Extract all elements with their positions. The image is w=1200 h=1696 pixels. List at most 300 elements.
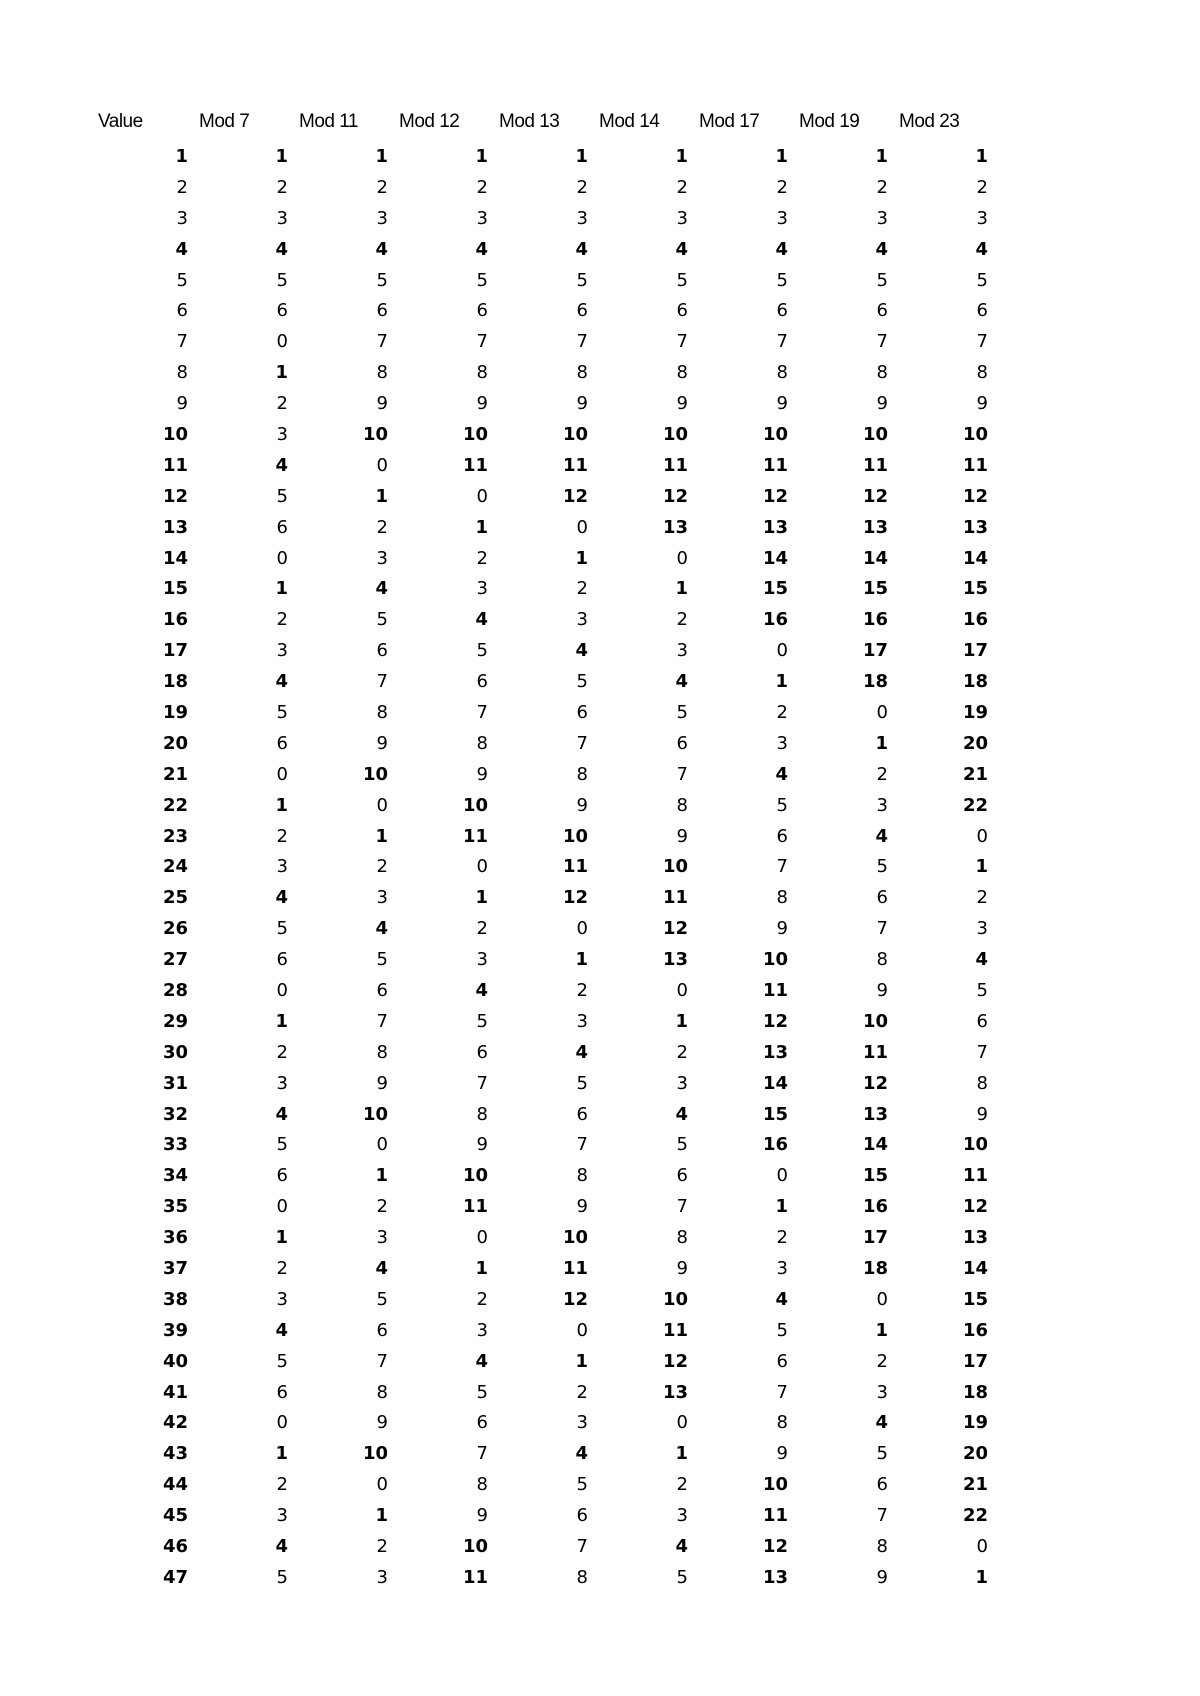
- cell-mod-23: 15: [962, 1288, 988, 1310]
- cell-mod-12: 8: [476, 1474, 488, 1496]
- table-row: [98, 234, 998, 265]
- cell-mod-7: 6: [276, 516, 288, 538]
- cell-mod-14: 5: [676, 1134, 688, 1156]
- cell-value: 30: [162, 1041, 188, 1063]
- cell-mod-19: 0: [876, 701, 888, 723]
- header-mod-12: Mod 12: [399, 111, 460, 132]
- cell-mod-17: 7: [776, 856, 788, 878]
- cell-mod-23: 16: [962, 609, 988, 631]
- cell-mod-14: 9: [676, 1258, 688, 1279]
- cell-mod-19: 5: [876, 1443, 888, 1465]
- cell-mod-13: 6: [576, 1103, 588, 1125]
- cell-mod-12: 3: [476, 1319, 488, 1341]
- cell-mod-12: 11: [462, 825, 488, 847]
- cell-mod-12: 1: [475, 516, 488, 538]
- cell-mod-11: 4: [375, 578, 388, 600]
- cell-mod-17: 10: [762, 1474, 788, 1496]
- table-row: [98, 728, 998, 759]
- cell-mod-7: 0: [276, 1196, 288, 1218]
- table-row: [98, 481, 998, 512]
- table-row: [98, 1068, 998, 1099]
- cell-mod-23: 21: [962, 1474, 988, 1496]
- cell-mod-11: 5: [376, 1288, 388, 1310]
- cell-mod-17: 10: [762, 423, 788, 445]
- cell-mod-11: 2: [376, 176, 388, 198]
- table-row: [98, 1315, 998, 1346]
- cell-mod-23: 14: [962, 547, 988, 569]
- cell-mod-19: 7: [876, 918, 888, 940]
- table-row: [98, 913, 998, 944]
- cell-mod-23: 16: [962, 1319, 988, 1341]
- cell-mod-11: 3: [376, 207, 388, 229]
- cell-mod-17: 9: [776, 393, 788, 415]
- cell-mod-19: 0: [876, 1288, 888, 1310]
- cell-mod-14: 10: [662, 1288, 688, 1310]
- cell-mod-13: 9: [576, 1196, 588, 1218]
- cell-value: 7: [176, 331, 188, 353]
- cell-mod-23: 11: [962, 1165, 988, 1187]
- table-row: [98, 790, 998, 821]
- cell-mod-12: 4: [475, 979, 488, 1001]
- cell-mod-17: 8: [776, 1412, 788, 1434]
- cell-mod-23: 6: [976, 1010, 988, 1032]
- cell-mod-17: 5: [776, 269, 788, 291]
- cell-value: 25: [162, 887, 188, 909]
- cell-mod-19: 7: [876, 331, 888, 353]
- cell-value: 5: [176, 269, 188, 291]
- cell-mod-7: 2: [276, 176, 288, 198]
- cell-mod-17: 6: [776, 825, 788, 847]
- cell-mod-19: 16: [862, 1196, 888, 1218]
- cell-mod-23: 0: [976, 825, 988, 847]
- cell-mod-17: 9: [776, 1443, 788, 1465]
- cell-mod-23: 15: [962, 578, 988, 600]
- cell-mod-23: 12: [962, 1196, 988, 1218]
- cell-mod-14: 0: [676, 1412, 688, 1434]
- cell-mod-13: 1: [575, 547, 588, 569]
- cell-mod-13: 12: [562, 887, 588, 909]
- cell-mod-7: 0: [276, 547, 288, 569]
- cell-mod-13: 1: [575, 949, 588, 971]
- cell-mod-23: 5: [976, 979, 988, 1001]
- cell-mod-7: 5: [276, 918, 288, 940]
- cell-mod-23: 3: [976, 918, 988, 940]
- table-row: [98, 1377, 998, 1408]
- cell-mod-17: 0: [776, 1165, 788, 1187]
- cell-mod-7: 1: [275, 1443, 288, 1465]
- table-row: [98, 265, 998, 296]
- cell-mod-14: 8: [676, 1227, 688, 1249]
- cell-mod-13: 1: [575, 1350, 588, 1372]
- cell-mod-12: 4: [475, 609, 488, 631]
- cell-mod-17: 0: [776, 640, 788, 662]
- cell-mod-12: 7: [476, 701, 488, 723]
- cell-mod-17: 2: [776, 1227, 788, 1249]
- header-mod-13: Mod 13: [499, 111, 560, 132]
- cell-mod-23: 6: [976, 300, 988, 322]
- cell-mod-13: 0: [576, 1319, 588, 1341]
- cell-mod-12: 10: [462, 1165, 488, 1187]
- cell-mod-14: 1: [675, 578, 688, 600]
- table-row: [98, 759, 998, 790]
- cell-mod-7: 6: [276, 1381, 288, 1403]
- cell-mod-19: 4: [875, 825, 888, 847]
- cell-mod-11: 7: [376, 1350, 388, 1372]
- cell-value: 3: [176, 207, 188, 229]
- cell-value: 13: [162, 516, 188, 538]
- cell-mod-23: 3: [976, 207, 988, 229]
- cell-value: 27: [162, 949, 188, 971]
- cell-mod-11: 8: [376, 1381, 388, 1403]
- header-row: [98, 111, 998, 141]
- header-mod-11: Mod 11: [299, 111, 358, 132]
- table-row: [98, 1037, 998, 1068]
- cell-mod-13: 9: [576, 794, 588, 816]
- table-row: [98, 1160, 998, 1191]
- cell-mod-7: 4: [275, 1536, 288, 1558]
- cell-mod-11: 2: [376, 856, 388, 878]
- cell-mod-12: 0: [476, 485, 488, 507]
- table-row: [98, 357, 998, 388]
- cell-mod-12: 5: [476, 269, 488, 291]
- cell-mod-11: 2: [376, 1536, 388, 1558]
- cell-mod-19: 2: [876, 1350, 888, 1372]
- header-mod-19: Mod 19: [799, 111, 860, 132]
- table-row: [98, 1346, 998, 1377]
- cell-mod-14: 3: [676, 1505, 688, 1527]
- cell-mod-23: 2: [976, 176, 988, 198]
- cell-mod-12: 9: [476, 1134, 488, 1156]
- table-row: [98, 573, 998, 604]
- cell-mod-17: 16: [762, 609, 788, 631]
- cell-mod-11: 8: [376, 701, 388, 723]
- cell-mod-17: 2: [776, 701, 788, 723]
- cell-mod-14: 1: [675, 1010, 688, 1032]
- cell-mod-19: 14: [862, 547, 888, 569]
- cell-mod-12: 1: [475, 145, 488, 167]
- cell-mod-14: 3: [676, 207, 688, 229]
- cell-mod-19: 7: [876, 1505, 888, 1527]
- cell-mod-19: 3: [876, 1381, 888, 1403]
- cell-mod-7: 3: [276, 1505, 288, 1527]
- cell-mod-23: 1: [975, 856, 988, 878]
- cell-mod-11: 6: [376, 979, 388, 1001]
- cell-mod-11: 1: [375, 825, 388, 847]
- cell-mod-13: 7: [576, 1536, 588, 1558]
- cell-mod-14: 13: [662, 516, 688, 538]
- cell-mod-11: 7: [376, 1010, 388, 1032]
- cell-mod-12: 8: [476, 732, 488, 754]
- cell-mod-19: 11: [862, 454, 888, 476]
- cell-value: 32: [162, 1103, 188, 1125]
- cell-mod-13: 9: [576, 393, 588, 415]
- cell-mod-7: 1: [275, 578, 288, 600]
- cell-mod-19: 10: [862, 1010, 888, 1032]
- cell-mod-23: 20: [962, 1443, 988, 1465]
- cell-mod-23: 10: [962, 423, 988, 445]
- cell-mod-13: 4: [575, 238, 588, 260]
- cell-value: 12: [162, 485, 188, 507]
- cell-mod-23: 9: [976, 1103, 988, 1125]
- cell-mod-11: 3: [376, 1227, 388, 1249]
- cell-mod-17: 5: [776, 1319, 788, 1341]
- cell-mod-19: 9: [876, 979, 888, 1001]
- cell-mod-14: 5: [676, 701, 688, 723]
- cell-mod-19: 12: [862, 1072, 888, 1094]
- cell-mod-14: 11: [662, 454, 688, 476]
- cell-value: 36: [162, 1227, 188, 1249]
- cell-mod-19: 18: [862, 1258, 888, 1279]
- cell-mod-13: 7: [576, 331, 588, 353]
- cell-mod-17: 4: [775, 238, 788, 260]
- cell-mod-17: 4: [775, 1288, 788, 1310]
- table-row: [98, 1438, 998, 1469]
- cell-mod-11: 10: [362, 423, 388, 445]
- cell-mod-14: 13: [662, 949, 688, 971]
- cell-value: 46: [162, 1536, 188, 1558]
- cell-value: 33: [162, 1134, 188, 1156]
- cell-mod-12: 10: [462, 794, 488, 816]
- cell-value: 34: [162, 1165, 188, 1187]
- table-row: [98, 388, 998, 419]
- cell-mod-12: 5: [476, 1010, 488, 1032]
- cell-mod-11: 4: [375, 1258, 388, 1279]
- table-row: [98, 697, 998, 728]
- cell-mod-23: 20: [962, 732, 988, 754]
- cell-value: 42: [162, 1412, 188, 1434]
- cell-mod-17: 4: [775, 763, 788, 785]
- cell-value: 24: [162, 856, 188, 878]
- cell-value: 38: [162, 1288, 188, 1310]
- header-mod-14: Mod 14: [599, 111, 660, 132]
- cell-mod-7: 1: [275, 1227, 288, 1249]
- cell-mod-14: 8: [676, 794, 688, 816]
- modulo-table: [98, 111, 998, 1593]
- cell-mod-7: 6: [276, 1165, 288, 1187]
- cell-mod-11: 10: [362, 763, 388, 785]
- header-mod-7: Mod 7: [199, 111, 250, 132]
- cell-mod-17: 3: [776, 732, 788, 754]
- cell-mod-23: 22: [962, 1505, 988, 1527]
- cell-mod-17: 15: [762, 578, 788, 600]
- table-body: [98, 141, 998, 1593]
- cell-mod-19: 10: [862, 423, 888, 445]
- cell-mod-14: 2: [676, 176, 688, 198]
- cell-mod-13: 10: [562, 825, 588, 847]
- cell-mod-12: 8: [476, 362, 488, 384]
- cell-value: 28: [162, 979, 188, 1001]
- cell-mod-19: 1: [875, 145, 888, 167]
- cell-mod-14: 8: [676, 362, 688, 384]
- cell-mod-23: 4: [975, 238, 988, 260]
- cell-mod-11: 2: [376, 516, 388, 538]
- cell-mod-19: 2: [876, 763, 888, 785]
- cell-mod-14: 12: [662, 918, 688, 940]
- cell-mod-23: 1: [975, 1566, 988, 1588]
- cell-value: 22: [162, 794, 188, 816]
- cell-mod-14: 4: [675, 671, 688, 693]
- cell-mod-12: 9: [476, 393, 488, 415]
- cell-mod-14: 2: [676, 609, 688, 631]
- cell-mod-7: 3: [276, 856, 288, 878]
- cell-mod-7: 2: [276, 825, 288, 847]
- cell-mod-7: 5: [276, 1566, 288, 1588]
- cell-mod-11: 1: [375, 1505, 388, 1527]
- cell-mod-14: 4: [675, 1103, 688, 1125]
- cell-mod-13: 6: [576, 300, 588, 322]
- cell-mod-19: 6: [876, 300, 888, 322]
- cell-mod-23: 13: [962, 516, 988, 538]
- cell-mod-14: 11: [662, 1319, 688, 1341]
- cell-value: 23: [162, 825, 188, 847]
- table-row: [98, 326, 998, 357]
- cell-mod-23: 8: [976, 1072, 988, 1094]
- cell-mod-12: 3: [476, 949, 488, 971]
- cell-mod-19: 9: [876, 1566, 888, 1588]
- cell-mod-7: 0: [276, 979, 288, 1001]
- cell-mod-19: 5: [876, 856, 888, 878]
- cell-mod-19: 3: [876, 794, 888, 816]
- cell-mod-13: 1: [575, 145, 588, 167]
- cell-mod-11: 9: [376, 1072, 388, 1094]
- cell-value: 14: [162, 547, 188, 569]
- cell-mod-17: 12: [762, 485, 788, 507]
- cell-mod-14: 11: [662, 887, 688, 909]
- cell-mod-12: 10: [462, 423, 488, 445]
- cell-mod-11: 0: [376, 1474, 388, 1496]
- cell-mod-14: 6: [676, 1165, 688, 1187]
- cell-mod-13: 11: [562, 454, 588, 476]
- table-row: [98, 1222, 998, 1253]
- cell-mod-17: 2: [776, 176, 788, 198]
- header-mod-23: Mod 23: [899, 111, 960, 132]
- cell-mod-23: 18: [962, 671, 988, 693]
- cell-mod-11: 3: [376, 547, 388, 569]
- cell-mod-11: 10: [362, 1103, 388, 1125]
- cell-mod-14: 0: [676, 547, 688, 569]
- cell-mod-19: 16: [862, 609, 888, 631]
- cell-mod-12: 11: [462, 454, 488, 476]
- cell-value: 16: [162, 609, 188, 631]
- cell-mod-14: 10: [662, 856, 688, 878]
- cell-mod-17: 13: [762, 1041, 788, 1063]
- cell-mod-12: 2: [476, 176, 488, 198]
- cell-mod-7: 6: [276, 732, 288, 754]
- cell-value: 6: [176, 300, 188, 322]
- cell-mod-13: 2: [576, 176, 588, 198]
- cell-mod-7: 3: [276, 1288, 288, 1310]
- cell-mod-17: 5: [776, 794, 788, 816]
- cell-value: 35: [162, 1196, 188, 1218]
- cell-mod-14: 10: [662, 423, 688, 445]
- cell-mod-17: 1: [775, 671, 788, 693]
- cell-value: 40: [162, 1350, 188, 1372]
- cell-mod-7: 1: [275, 794, 288, 816]
- cell-mod-13: 2: [576, 1381, 588, 1403]
- cell-mod-13: 5: [576, 1474, 588, 1496]
- cell-mod-14: 6: [676, 732, 688, 754]
- cell-mod-12: 7: [476, 1443, 488, 1465]
- cell-mod-23: 17: [962, 1350, 988, 1372]
- cell-mod-14: 9: [676, 825, 688, 847]
- cell-mod-14: 1: [675, 1443, 688, 1465]
- cell-mod-7: 2: [276, 1474, 288, 1496]
- cell-mod-7: 3: [276, 207, 288, 229]
- cell-mod-19: 2: [876, 176, 888, 198]
- cell-mod-7: 4: [275, 1319, 288, 1341]
- cell-value: 1: [175, 145, 188, 167]
- cell-mod-19: 1: [875, 732, 888, 754]
- cell-mod-11: 1: [375, 145, 388, 167]
- cell-mod-12: 11: [462, 1196, 488, 1218]
- cell-value: 20: [162, 732, 188, 754]
- cell-mod-7: 5: [276, 269, 288, 291]
- table-row: [98, 543, 998, 574]
- cell-mod-12: 0: [476, 1227, 488, 1249]
- cell-mod-7: 2: [276, 393, 288, 415]
- cell-mod-17: 9: [776, 918, 788, 940]
- cell-mod-13: 3: [576, 1010, 588, 1032]
- cell-mod-13: 6: [576, 1505, 588, 1527]
- cell-mod-23: 11: [962, 454, 988, 476]
- cell-mod-7: 1: [275, 362, 288, 384]
- cell-mod-14: 5: [676, 1566, 688, 1588]
- table-row: [98, 666, 998, 697]
- cell-mod-11: 1: [375, 485, 388, 507]
- cell-mod-19: 17: [862, 1227, 888, 1249]
- cell-mod-11: 8: [376, 362, 388, 384]
- cell-mod-11: 9: [376, 732, 388, 754]
- cell-mod-13: 8: [576, 1165, 588, 1187]
- cell-mod-17: 11: [762, 1505, 788, 1527]
- cell-mod-12: 7: [476, 1072, 488, 1094]
- cell-mod-12: 4: [475, 238, 488, 260]
- cell-mod-13: 6: [576, 701, 588, 723]
- cell-mod-7: 4: [275, 238, 288, 260]
- table-row: [98, 1531, 998, 1562]
- cell-mod-12: 0: [476, 856, 488, 878]
- cell-mod-14: 2: [676, 1041, 688, 1063]
- cell-mod-7: 2: [276, 609, 288, 631]
- cell-mod-14: 4: [675, 238, 688, 260]
- cell-mod-17: 12: [762, 1536, 788, 1558]
- cell-mod-23: 7: [976, 331, 988, 353]
- cell-mod-13: 5: [576, 1072, 588, 1094]
- cell-mod-13: 8: [576, 1566, 588, 1588]
- cell-mod-17: 16: [762, 1134, 788, 1156]
- cell-mod-13: 4: [575, 1443, 588, 1465]
- table-row: [98, 1130, 998, 1161]
- cell-mod-23: 8: [976, 362, 988, 384]
- cell-mod-19: 18: [862, 671, 888, 693]
- cell-mod-11: 5: [376, 269, 388, 291]
- cell-mod-13: 12: [562, 485, 588, 507]
- cell-mod-13: 3: [576, 207, 588, 229]
- cell-mod-23: 0: [976, 1536, 988, 1558]
- cell-mod-23: 14: [962, 1258, 988, 1279]
- cell-mod-12: 10: [462, 1536, 488, 1558]
- cell-mod-14: 3: [676, 1072, 688, 1094]
- cell-mod-19: 13: [862, 516, 888, 538]
- cell-mod-7: 4: [275, 887, 288, 909]
- cell-mod-11: 3: [376, 1566, 388, 1588]
- cell-mod-23: 12: [962, 485, 988, 507]
- cell-mod-12: 5: [476, 640, 488, 662]
- cell-mod-13: 12: [562, 1288, 588, 1310]
- cell-value: 2: [176, 176, 188, 198]
- cell-mod-19: 8: [876, 949, 888, 971]
- cell-mod-19: 17: [862, 640, 888, 662]
